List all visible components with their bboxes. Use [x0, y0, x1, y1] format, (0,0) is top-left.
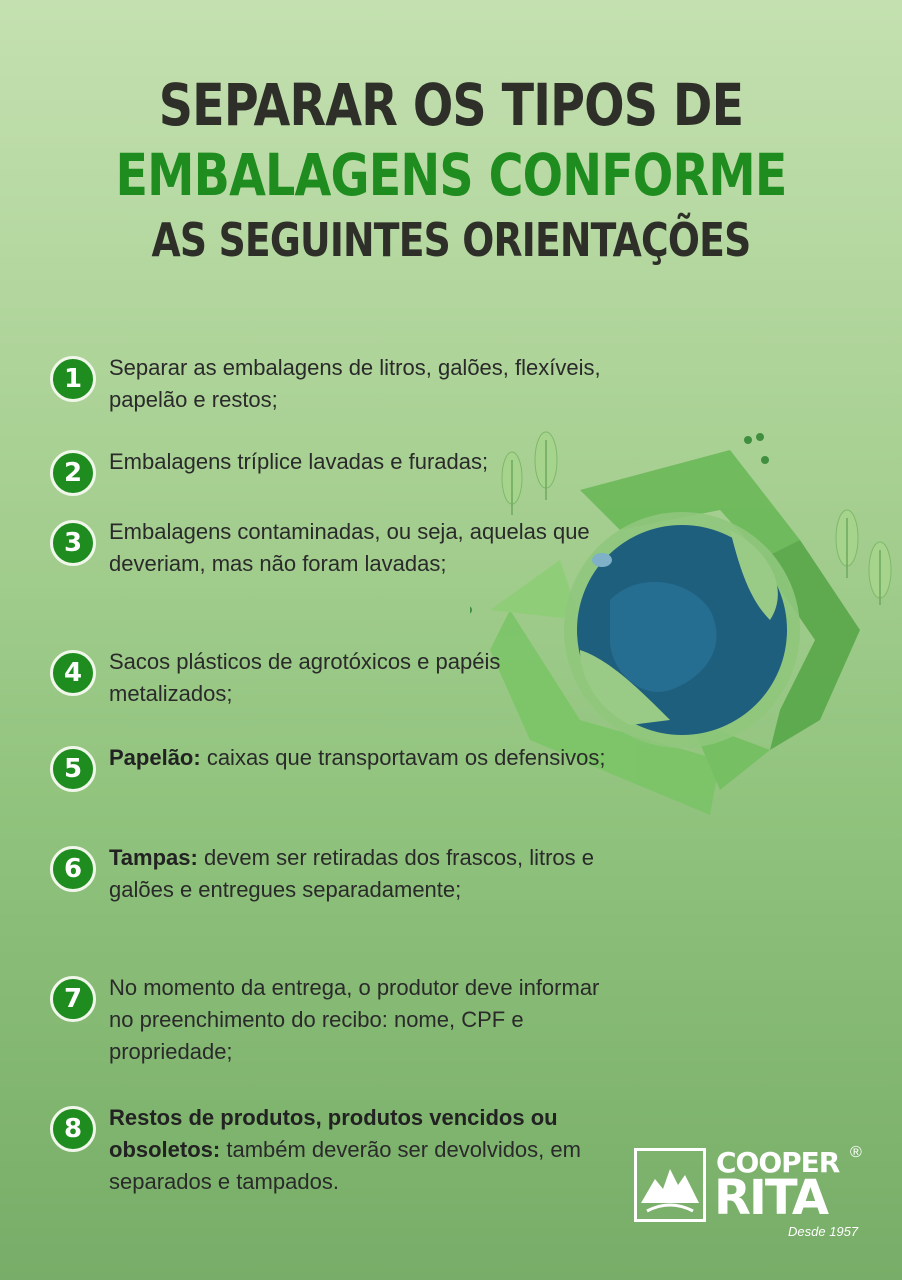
item-body: Embalagens tríplice lavadas e furadas;: [109, 449, 489, 474]
list-item: [50, 446, 488, 496]
list-item: [50, 742, 605, 792]
item-text: [109, 516, 609, 580]
title-line-2: EMBALAGENS CONFORME: [115, 141, 787, 209]
item-body: Embalagens contaminadas, ou seja, aquelas que deveriam, mas não foram lavadas;: [109, 519, 590, 576]
item-number: 3: [50, 520, 96, 566]
item-body: também deverão ser devolvidos, em separados e tampados.: [109, 1137, 581, 1194]
item-text: [109, 446, 488, 478]
item-body: Separar as embalagens de litros, galões, flexíveis, papelão e restos;: [109, 355, 601, 412]
item-number: 2: [50, 450, 96, 496]
logo-brand-bottom: RITA: [714, 1170, 827, 1226]
item-body: caixas que transportavam os defensivos;: [200, 745, 606, 770]
item-number: 4: [50, 650, 96, 696]
item-body: devem ser retiradas dos frascos, litros e galões e entregues separadamente;: [109, 845, 594, 902]
logo-since: Desde 1957: [788, 1224, 859, 1239]
item-number: 7: [50, 976, 96, 1022]
item-bold: Tampas:: [109, 845, 198, 870]
item-body: No momento da entrega, o produtor deve informar no preenchimento do recibo: nome, CPF e propriedade;: [109, 975, 600, 1064]
item-number: 6: [50, 846, 96, 892]
title-line-3: AS SEGUINTES ORIENTAÇÕES: [151, 213, 751, 267]
item-text: [109, 742, 605, 774]
list-item: [50, 352, 609, 416]
item-text: [109, 646, 609, 710]
title-line-1: SEPARAR OS TIPOS DE: [158, 71, 744, 139]
logo-registered: ®: [850, 1144, 862, 1161]
list-item: [50, 1102, 609, 1198]
item-bold: Papelão:: [109, 745, 201, 770]
list-item: [50, 646, 609, 710]
item-number: 5: [50, 746, 96, 792]
item-body: Sacos plásticos de agrotóxicos e papéis metalizados;: [109, 649, 501, 706]
logo-brand-top: COOPER: [716, 1146, 840, 1179]
list-item: [50, 842, 609, 906]
item-bold: Restos de produtos, produtos vencidos ou obsoletos:: [109, 1105, 558, 1162]
item-text: [109, 972, 609, 1068]
page-title: [0, 70, 902, 270]
item-text: [109, 842, 609, 906]
item-number: 1: [50, 356, 96, 402]
brand-logo: [634, 1144, 874, 1239]
item-number: 8: [50, 1106, 96, 1152]
list-item: [50, 516, 609, 580]
item-text: [109, 1102, 609, 1198]
mountain-logo-icon: [634, 1148, 706, 1222]
item-text: [109, 352, 609, 416]
list-item: [50, 972, 609, 1068]
